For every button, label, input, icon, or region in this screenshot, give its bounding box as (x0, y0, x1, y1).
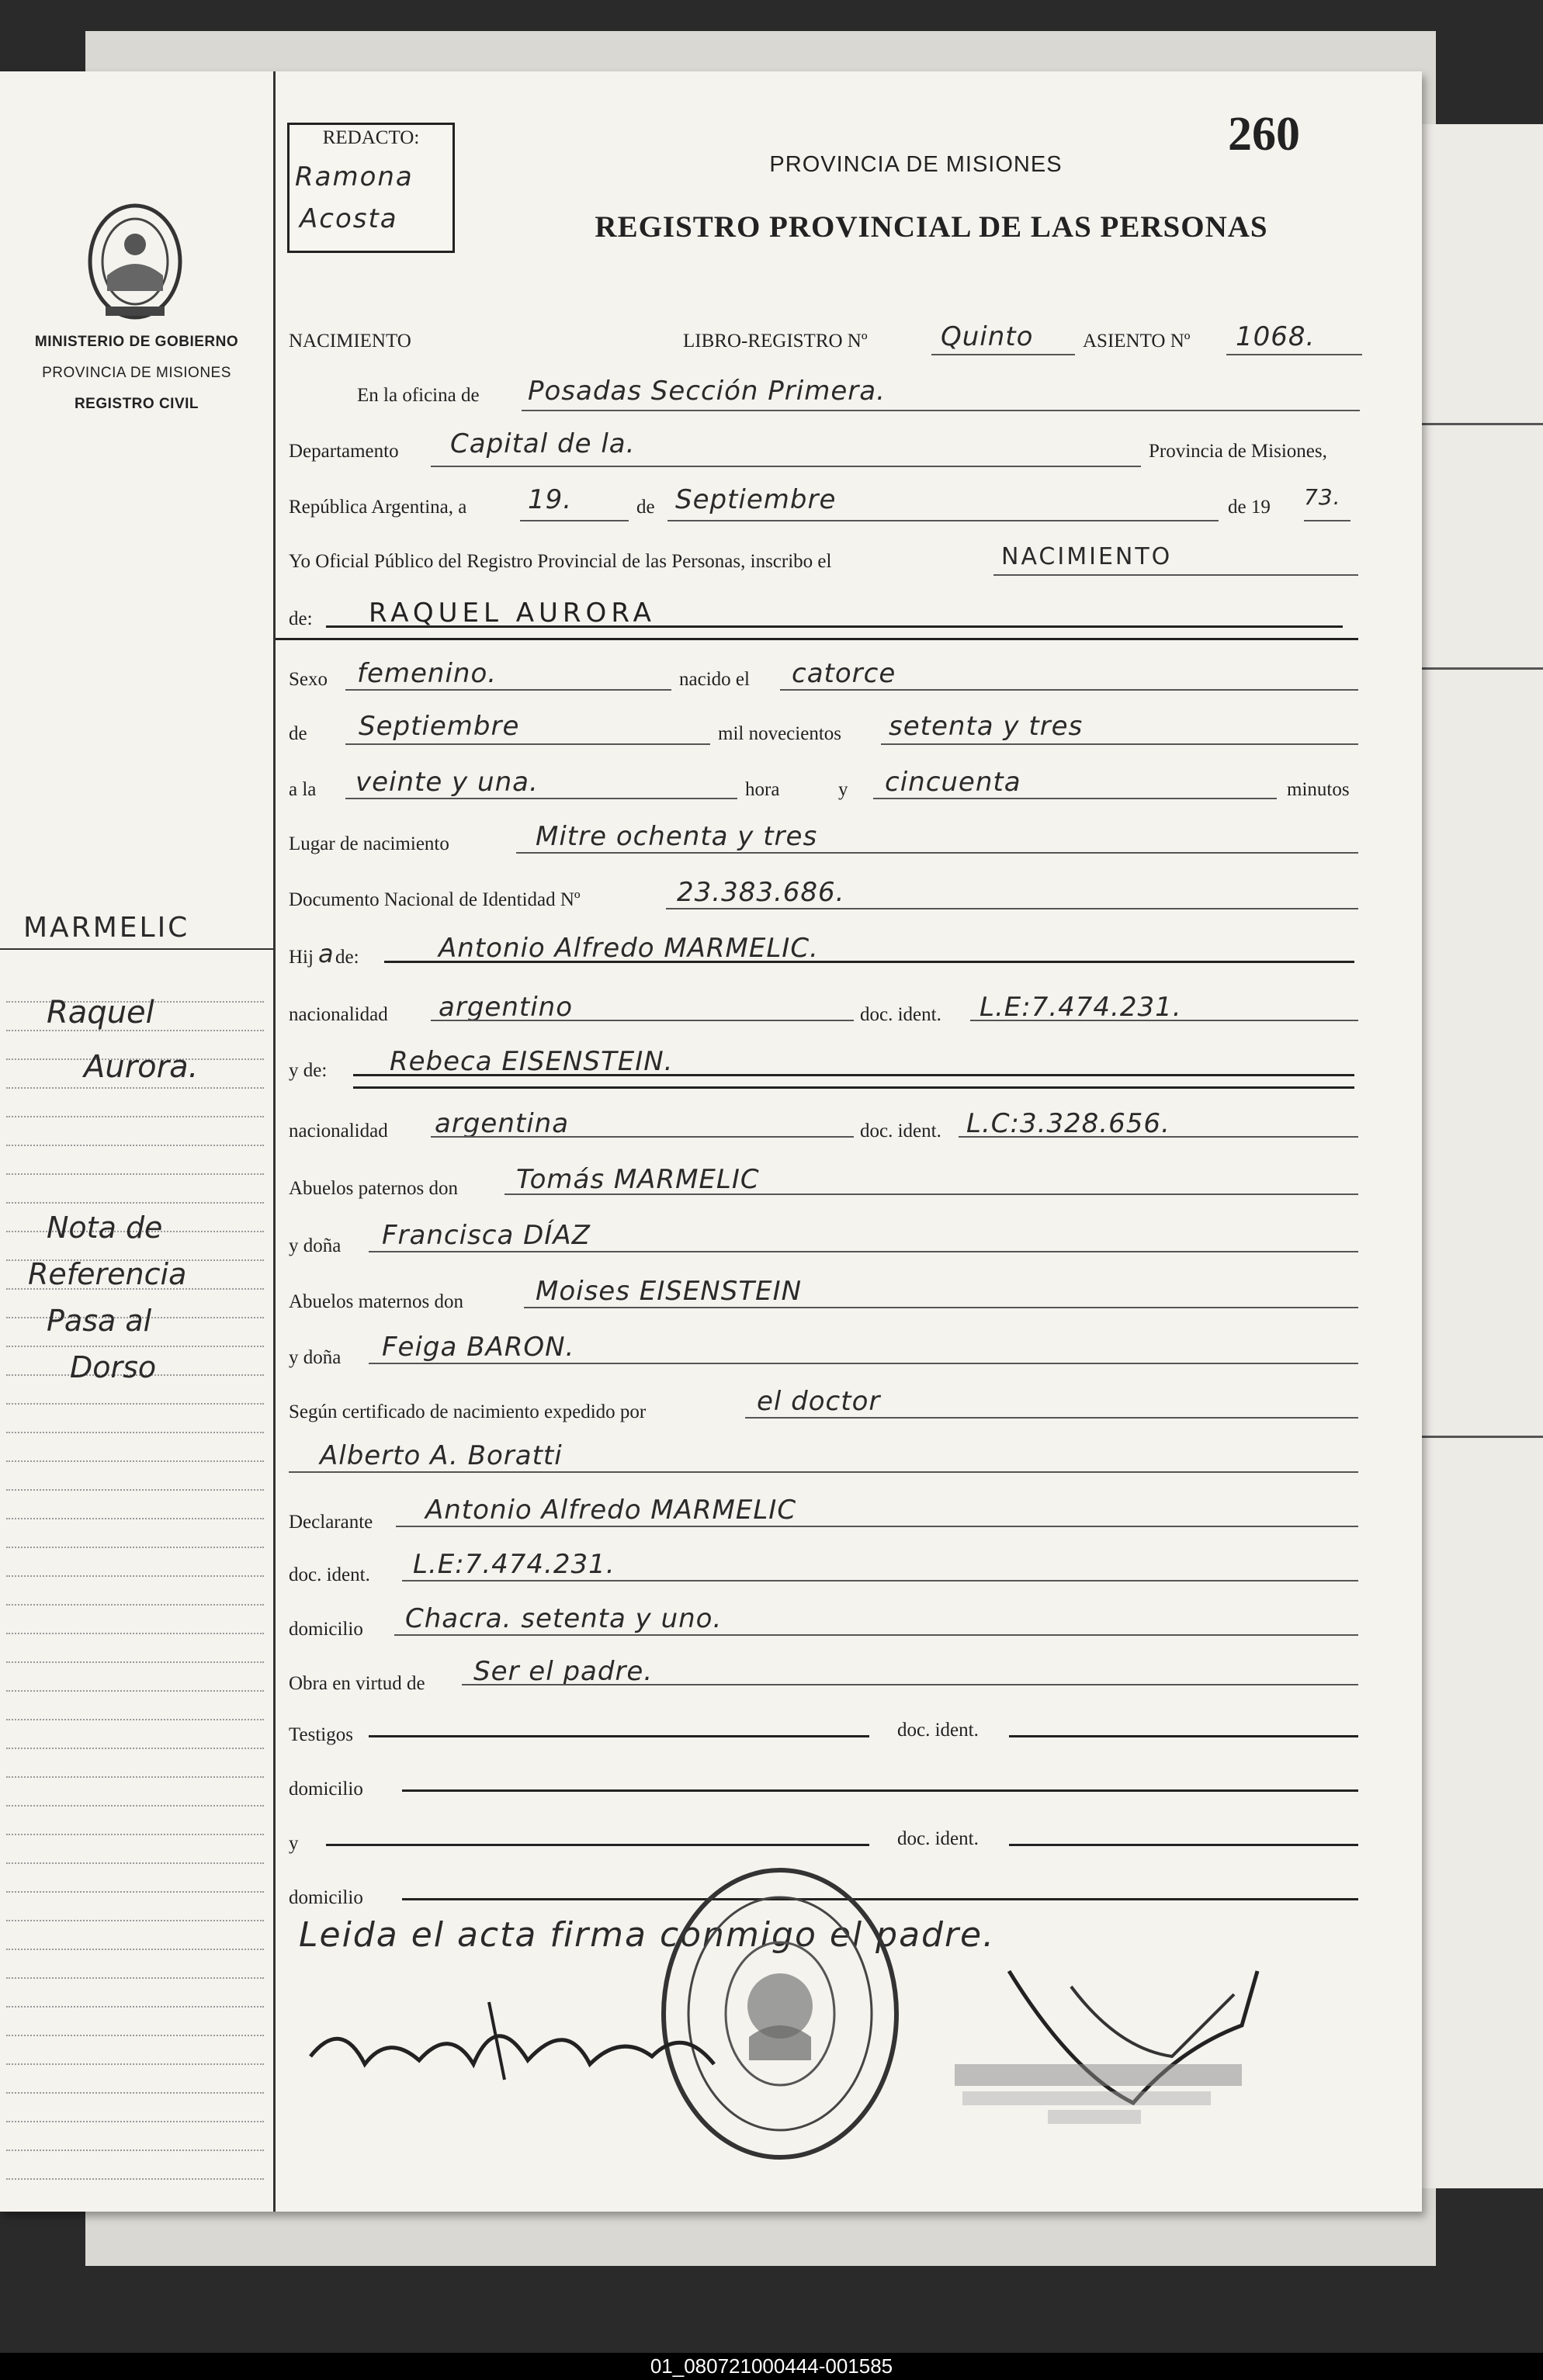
mil-line (881, 743, 1358, 745)
redacto-name-1: Ramona (295, 161, 414, 192)
ala-label: a la (289, 779, 317, 800)
mother-doc-label: doc. ident. (860, 1121, 941, 1141)
republica-label: República Argentina, a (289, 497, 467, 518)
testigo1-doc-line (1009, 1735, 1358, 1737)
margin-note-4: Dorso (70, 1350, 157, 1384)
yo-line (993, 574, 1358, 576)
testigo2-line (326, 1844, 869, 1846)
testigo2-domicilio-label: domicilio (289, 1887, 363, 1908)
doctor-value: Alberto A. Boratti (320, 1440, 563, 1471)
adjacent-rule (1420, 667, 1543, 670)
redacto-label: REDACTO: (322, 127, 420, 148)
abm2-line (369, 1363, 1358, 1364)
margin-surname: MARMELIC (23, 912, 190, 944)
margin-rule (6, 1173, 264, 1175)
father-nac-line (431, 1020, 854, 1021)
oficina-line (522, 410, 1360, 411)
adjacent-rule (1420, 1436, 1543, 1438)
province-label: PROVINCIA DE MISIONES (42, 365, 231, 381)
margin-rule (6, 1862, 264, 1864)
y-label: y (838, 779, 848, 800)
margin-rule (6, 1346, 264, 1347)
margin-rule (6, 1604, 264, 1606)
nacido-line (780, 689, 1358, 691)
margin-rule (6, 1460, 264, 1462)
hora-label: hora (745, 779, 780, 800)
mother-nac-line (431, 1136, 854, 1138)
yde-label: y de: (289, 1060, 328, 1081)
month-line (667, 520, 1219, 521)
ministry-label: MINISTERIO DE GOBIERNO (34, 334, 239, 350)
page-number: 260 (1228, 108, 1300, 161)
doctor-line (289, 1471, 1358, 1473)
closing-statement: Leida el acta firma conmigo el padre. (299, 1915, 996, 1955)
departamento-label: Departamento (289, 441, 399, 462)
testigos-label: Testigos (289, 1724, 353, 1745)
margin-rule (6, 1690, 264, 1692)
obra-label: Obra en virtud de (289, 1673, 425, 1694)
margin-given-name-1: Raquel (47, 995, 154, 1031)
margin-rule (6, 1661, 264, 1663)
father-nac-label: nacionalidad (289, 1004, 388, 1025)
hij-label: Hij (289, 947, 314, 968)
nacido-value: catorce (792, 658, 896, 689)
mother-nac-label: nacionalidad (289, 1121, 388, 1141)
de2-label: de (289, 723, 307, 744)
domicilio-label: domicilio (289, 1619, 363, 1640)
oficina-value: Posadas Sección Primera. (528, 376, 886, 407)
margin-divider (273, 71, 276, 2212)
yo-label: Yo Oficial Público del Registro Provincial de las Personas, inscribo el (289, 551, 832, 572)
mother-line-lower (353, 1086, 1354, 1089)
abp-value: Tomás MARMELIC (516, 1164, 760, 1195)
abm2-value: Feiga BARON. (382, 1332, 575, 1363)
lugar-line (516, 852, 1358, 854)
testigo2-doc-line (1009, 1844, 1358, 1846)
testigo1-doc-label: doc. ident. (897, 1720, 979, 1741)
testigos-line (369, 1735, 869, 1737)
margin-rule (6, 1920, 264, 1921)
father-doc-label: doc. ident. (860, 1004, 941, 1025)
official-name-stamp-icon (955, 2060, 1242, 2130)
margin-rule (6, 1518, 264, 1519)
declarante-line (396, 1526, 1358, 1527)
dni-label: Documento Nacional de Identidad Nº (289, 889, 581, 910)
margin-rule (6, 1805, 264, 1807)
father-line (384, 961, 1354, 963)
segun-label: Según certificado de nacimiento expedido por (289, 1401, 647, 1422)
month-value: Septiembre (675, 484, 837, 515)
lugar-label: Lugar de nacimiento (289, 833, 449, 854)
margin-rule (6, 1547, 264, 1548)
mother-line (353, 1074, 1354, 1076)
father-value: Antonio Alfredo MARMELIC. (439, 933, 819, 964)
abp2-value: Francisca DÍAZ (382, 1220, 591, 1251)
margin-rule (6, 2092, 264, 2094)
testigo2-doc-label: doc. ident. (897, 1828, 979, 1849)
hij-suffix: a (318, 939, 334, 968)
margin-rule (6, 1834, 264, 1835)
province-title: PROVINCIA DE MISIONES (769, 152, 1063, 177)
margin-rule (6, 2121, 264, 2122)
name-line-lower (276, 638, 1358, 640)
margin-rule (6, 1087, 264, 1089)
lugar-value: Mitre ochenta y tres (536, 821, 818, 852)
father-doc-line (970, 1020, 1358, 1021)
mil-value: setenta y tres (889, 711, 1084, 742)
father-nac-value: argentino (439, 992, 573, 1023)
abm-label: Abuelos maternos don (289, 1291, 463, 1312)
asiento-label: ASIENTO Nº (1083, 331, 1191, 352)
de-name-label: de: (289, 608, 313, 629)
margin-rule (6, 1633, 264, 1634)
day-value: 19. (528, 484, 573, 515)
margin-rule (6, 1489, 264, 1491)
margin-rule (6, 1145, 264, 1146)
margin-rule (6, 1748, 264, 1749)
margin-given-name-2: Aurora. (84, 1049, 199, 1085)
margin-rule (6, 1202, 264, 1204)
margin-rule (6, 1432, 264, 1433)
margin-rule (6, 1719, 264, 1720)
provincia-label: Provincia de Misiones, (1149, 441, 1327, 462)
abp-line (505, 1193, 1358, 1195)
margin-rule (0, 948, 273, 950)
hij-de-label: de: (335, 947, 359, 968)
mother-doc-line (959, 1136, 1358, 1138)
image-id: 01_080721000444-001585 (650, 2354, 893, 2378)
nacimiento-label: NACIMIENTO (289, 331, 411, 352)
decl-doc-label: doc. ident. (289, 1564, 370, 1585)
mother-value: Rebeca EISENSTEIN. (390, 1046, 674, 1077)
testigo1-domicilio-line (402, 1789, 1358, 1792)
name-line (326, 625, 1343, 628)
decl-doc-value: L.E:7.474.231. (413, 1549, 615, 1580)
abp-dona-label: y doña (289, 1235, 342, 1256)
margin-rule (6, 2063, 264, 2065)
year-value: 73. (1304, 484, 1341, 510)
margin-rule (6, 1977, 264, 1979)
libro-label: LIBRO-REGISTRO Nº (683, 331, 868, 352)
day-line (520, 520, 629, 521)
declarante-value: Antonio Alfredo MARMELIC (425, 1495, 797, 1526)
domicilio-line (394, 1634, 1358, 1636)
redacto-name-2: Acosta (300, 203, 398, 234)
sexo-value: femenino. (357, 658, 498, 689)
abp-label: Abuelos paternos don (289, 1178, 459, 1199)
name-value: RAQUEL AURORA (369, 598, 656, 629)
margin-rule (6, 2035, 264, 2036)
libro-line (931, 354, 1075, 355)
decl-doc-line (402, 1580, 1358, 1581)
domicilio-value: Chacra. setenta y uno. (405, 1603, 723, 1634)
sexo-label: Sexo (289, 669, 328, 690)
margin-rule (6, 2150, 264, 2151)
father-doc-value: L.E:7.474.231. (980, 992, 1182, 1023)
mother-doc-value: L.C:3.328.656. (966, 1108, 1170, 1139)
margin-rule (6, 2006, 264, 2008)
margin-rule (6, 1575, 264, 1577)
asiento-value: 1068. (1236, 321, 1316, 352)
abm-dona-label: y doña (289, 1347, 342, 1368)
margin-rule (6, 1116, 264, 1117)
margin-note-2: Referencia (28, 1257, 187, 1291)
oficina-label: En la oficina de (357, 385, 480, 406)
yo-value: NACIMIENTO (1001, 543, 1173, 570)
obra-value: Ser el padre. (473, 1656, 654, 1687)
hora-value: veinte y una. (355, 767, 539, 798)
mil-label: mil novecientos (718, 723, 841, 744)
registry-title: REGISTRO PROVINCIAL DE LAS PERSONAS (595, 210, 1268, 244)
de19-label: de 19 (1228, 497, 1271, 518)
adjacent-rule (1420, 423, 1543, 425)
segun-value: el doctor (757, 1386, 881, 1417)
abp2-line (369, 1251, 1358, 1252)
margin-rule (6, 1403, 264, 1405)
birth-month-value: Septiembre (359, 711, 520, 742)
libro-value: Quinto (941, 321, 1034, 352)
father-signature-icon (295, 1987, 745, 2095)
obra-line (462, 1684, 1358, 1685)
nacido-label: nacido el (679, 669, 750, 690)
departamento-line (431, 466, 1141, 467)
civil-registry-label: REGISTRO CIVIL (74, 396, 199, 412)
dni-line (666, 908, 1358, 909)
hora-line (345, 798, 737, 799)
de-label: de (636, 497, 655, 518)
minutos-line (873, 798, 1277, 799)
minutos-label: minutos (1287, 779, 1350, 800)
abm-value: Moises EISENSTEIN (536, 1276, 803, 1307)
mother-nac-value: argentina (435, 1108, 570, 1139)
minutos-value: cincuenta (885, 767, 1021, 798)
testigo2-y-label: y (289, 1833, 299, 1854)
margin-note-3: Pasa al (47, 1304, 152, 1338)
margin-note-1: Nota de (47, 1211, 163, 1245)
asiento-line (1226, 354, 1362, 355)
margin-rule (6, 1891, 264, 1893)
declarante-label: Declarante (289, 1512, 373, 1533)
dni-value: 23.383.686. (677, 877, 845, 908)
provincial-emblem-icon (84, 190, 186, 324)
segun-line (745, 1417, 1358, 1419)
margin-rule (6, 1776, 264, 1778)
birth-month-line (345, 743, 710, 745)
sexo-line (345, 689, 671, 691)
margin-rule (6, 2178, 264, 2180)
departamento-value: Capital de la. (450, 428, 636, 459)
margin-rule (6, 1949, 264, 1950)
testigo1-domicilio-label: domicilio (289, 1779, 363, 1800)
abm-line (524, 1307, 1358, 1308)
year-line (1304, 520, 1351, 521)
